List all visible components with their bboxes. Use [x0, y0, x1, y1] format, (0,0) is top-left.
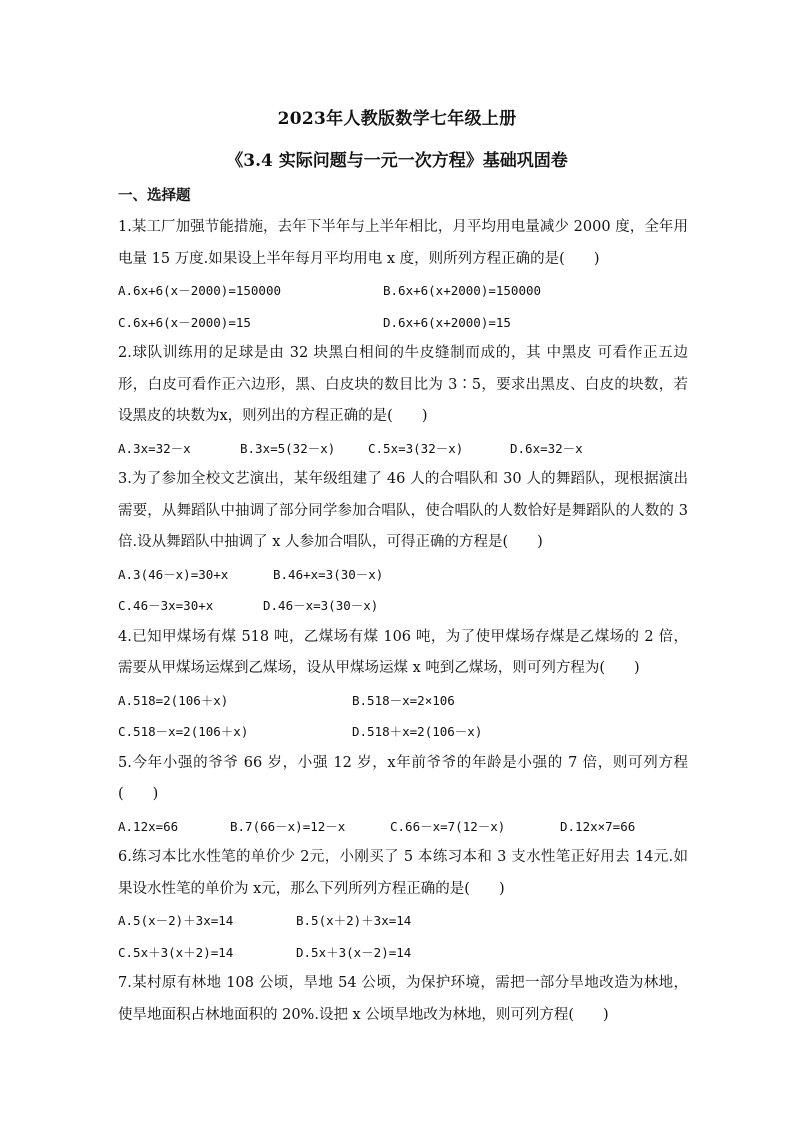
option-b: B.518－x=2×106: [352, 692, 455, 708]
option-c: C.518－x=2(106＋x): [118, 724, 249, 739]
option-d: D.518＋x=2(106－x): [352, 724, 483, 739]
option-row: [118, 716, 688, 748]
option-c: C.66－x=7(12－x): [390, 818, 506, 834]
option-d: D.6x+6(x+2000)=15: [383, 314, 511, 330]
question-stem-7: 7.某村原有林地 108 公顷，旱地 54 公顷，为保护环境，需把一部分旱地改造为林地，使旱地面积占林地面积的 20%.设把 x 公顷旱地改为林地，则可列方程( ): [118, 975, 688, 1023]
document-subtitle: 《3.4 实际问题与一元一次方程》基础巩固卷: [226, 151, 568, 171]
question-stem-3: 3.为了参加全校文艺演出，某年级组建了 46 人的合唱队和 30 人的舞蹈队，现根据演出需要，从舞蹈队中抽调了部分同学参加合唱队，使合唱队的人数恰好是舞蹈队的人数的 3 倍.设从舞蹈队中抽调了 x 人参加合唱队，可得正确的方程是( ): [118, 471, 688, 550]
option-d: D.46－x=3(30－x): [263, 598, 379, 613]
option-d: D.12x×7=66: [560, 818, 636, 834]
question-stem-5: 5.今年小强的爷爷 66 岁，小强 12 岁，x年前爷爷的年龄是小强的 7 倍，则可列方程( ): [118, 754, 688, 802]
option-a: A.3(46－x)=30+x: [118, 566, 229, 582]
document-title: 2023年人教版数学七年级上册: [277, 109, 517, 129]
question-stem-4: 4.已知甲煤场有煤 518 吨，乙煤场有煤 106 吨，为了使甲煤场存煤是乙煤场的 2 倍，需要从甲煤场运煤到乙煤场，设从甲煤场运煤 x 吨到乙煤场，则可列方程为( ): [118, 628, 688, 676]
option-a: A.12x=66: [118, 818, 179, 834]
option-b: B.7(66－x)=12－x: [230, 818, 346, 834]
option-a: A.518=2(106＋x): [118, 692, 229, 708]
option-row: [118, 685, 688, 717]
option-c: C.46－3x=30+x: [118, 598, 214, 613]
option-row: [118, 559, 688, 591]
option-b: B.5(x＋2)＋3x=14: [296, 913, 412, 928]
option-c: C.5x=3(32－x): [368, 440, 464, 456]
option-d: D.6x=32－x: [510, 440, 583, 456]
section-heading: 一、选择题: [118, 187, 191, 204]
option-row: [118, 590, 688, 622]
option-row: [118, 433, 688, 465]
option-b: B.6x+6(x+2000)=150000: [383, 283, 542, 298]
option-row: [118, 811, 688, 843]
option-a: A.5(x－2)＋3x=14: [118, 913, 234, 928]
option-c: C.6x+6(x－2000)=15: [118, 314, 251, 330]
question-list: [118, 212, 688, 1031]
question-stem-2: 2.球队训练用的足球是由 32 块黑白相间的牛皮缝制而成的，其 中黑皮 可看作正五边形，白皮可看作正六边形，黑、白皮块的数目比为 3∶5，要求出黑皮、白皮的块数，若设黑皮的块数为x，则列出的方程正确的是( ): [118, 345, 688, 424]
option-c: C.5x＋3(x＋2)=14: [118, 944, 234, 960]
option-row: [118, 275, 688, 307]
option-row: [118, 307, 688, 339]
question-stem-1: 1.某工厂加强节能措施，去年下半年与上半年相比，月平均用电量减少 2000 度，全年用电量 15 万度.如果设上半年每月平均用电 x 度，则所列方程正确的是( ): [118, 219, 688, 267]
option-b: B.46+x=3(30－x): [273, 566, 384, 582]
option-row: [118, 937, 688, 969]
option-row: [118, 905, 688, 937]
option-b: B.3x=5(32－x): [240, 440, 336, 456]
option-d: D.5x＋3(x－2)=14: [296, 944, 412, 960]
option-a: A.3x=32－x: [118, 440, 191, 456]
question-stem-6: 6.练习本比水性笔的单价少 2元，小刚买了 5 本练习本和 3 支水性笔正好用去 14元.如果设水性笔的单价为 x元，那么下列所列方程正确的是( ): [118, 849, 688, 897]
option-a: A.6x+6(x－2000)=150000: [118, 283, 282, 298]
